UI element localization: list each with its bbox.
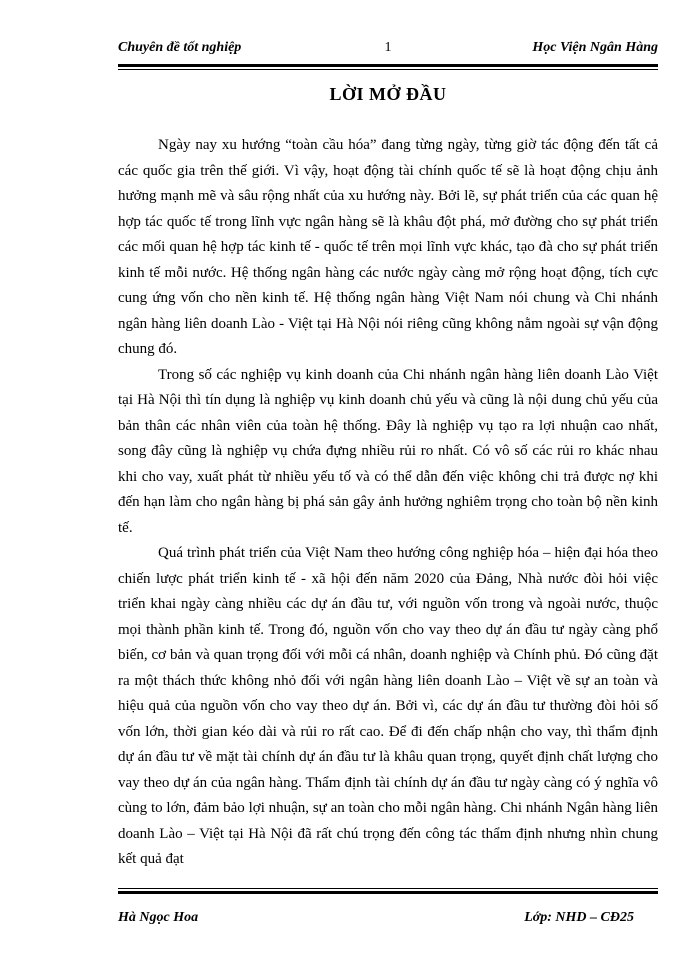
paragraph: Quá trình phát triển của Việt Nam theo hướng công nghiệp hóa – hiện đại hóa theo chiến lược phát triển kinh tế - xã hội đến năm 2020 của Đảng, Nhà nước đòi hỏi việc triển khai ngày càng nhiều các dự án đầu tư, với nguồn vốn trong và ngoài nước, thuộc mọi thành phần kinh tế. Trong đó, nguồn vốn cho vay theo dự án đầu tư ngày càng phổ biến, cơ bản và quan trọng đối với mỗi cá nhân, doanh nghiệp và Chính phủ. Đó cũng đặt ra một thách thức không nhỏ đối với ngân hàng liên doanh Lào – Việt về sự an toàn và hiệu quả của nguồn vốn cho vay theo dự án. Bởi vì, các dự án đầu tư thường đòi hỏi số vốn lớn, thời gian kéo dài và rủi ro rất cao. Để đi đến chấp nhận cho vay, thì thẩm định dự án đầu tư về mặt tài chính dự án đầu tư là khâu quan trọng, quyết định chất lượng cho vay theo dự án của ngân hàng. Thẩm định tài chính dự án đầu tư ngày càng có ý nghĩa vô cùng to lớn, đảm bảo lợi nhuận, sự an toàn cho mỗi ngân hàng. Chi nhánh Ngân hàng liên doanh Lào – Việt tại Hà Nội đã rất chú trọng đến công tác thẩm định nhưng nhìn chung kết quả đạt <box>118 545 658 867</box>
paragraph: Trong số các nghiệp vụ kinh doanh của Chi nhánh ngân hàng liên doanh Lào Việt tại Hà Nội thì tín dụng là nghiệp vụ kinh doanh chủ yếu và cũng là nội dung chủ yếu của bản thân các nhân viên của toàn hệ thống. Đây là nghiệp vụ tạo ra lợi nhuận cao nhất, song đây cũng là nghiệp vụ chứa đựng nhiều rủi ro nhất. Có vô số các rủi ro khác nhau khi cho vay, xuất phát từ nhiều yếu tố và có thể dẫn đến việc không chi trả được nợ khi đến hạn làm cho ngân hàng bị phá sản gây ảnh hưởng nghiêm trọng cho toàn bộ nền kinh tế. <box>118 366 658 536</box>
header-rule-thick <box>118 64 658 67</box>
header-document-type: Chuyên đề tốt nghiệp <box>118 40 242 55</box>
page-footer <box>118 910 658 932</box>
footer-rule-thick <box>118 891 658 894</box>
header-page-number: 1 <box>384 40 392 55</box>
body-text <box>118 133 658 873</box>
page-header <box>118 40 658 62</box>
footer-author: Hà Ngọc Hoa <box>118 910 199 925</box>
footer-class: Lớp: NHD – CĐ25 <box>524 910 634 925</box>
footer-rule-thin <box>118 888 658 889</box>
paragraph: Ngày nay xu hướng “toàn cầu hóa” đang từng ngày, từng giờ tác động đến tất cả các quốc gia trên thế giới. Vì vậy, hoạt động tài chính quốc tế sẽ là hoạt động chịu ảnh hưởng mạnh mẽ và sâu rộng nhất của xu hướng này. Bởi lẽ, sự phát triển của các quan hệ hợp tác quốc tế trong lĩnh vực ngân hàng sẽ là khâu đột phá, mở đường cho sự phát triển các mối quan hệ hợp tác kinh tế - quốc tế trên mọi lĩnh vực khác, tạo đà cho sự phát triển kinh tế mỗi nước. Hệ thống ngân hàng các nước ngày càng mở rộng hoạt động, tích cực cung ứng vốn cho nền kinh tế. Hệ thống ngân hàng Việt Nam nói chung và Chi nhánh ngân hàng liên doanh Lào - Việt tại Hà Nội nói riêng cũng không nằm ngoài sự vận động chung đó. <box>118 137 658 357</box>
header-rule-thin <box>118 69 658 70</box>
section-title: LỜI MỞ ĐẦU <box>329 84 447 104</box>
header-institution: Học Viện Ngân Hàng <box>532 40 658 55</box>
